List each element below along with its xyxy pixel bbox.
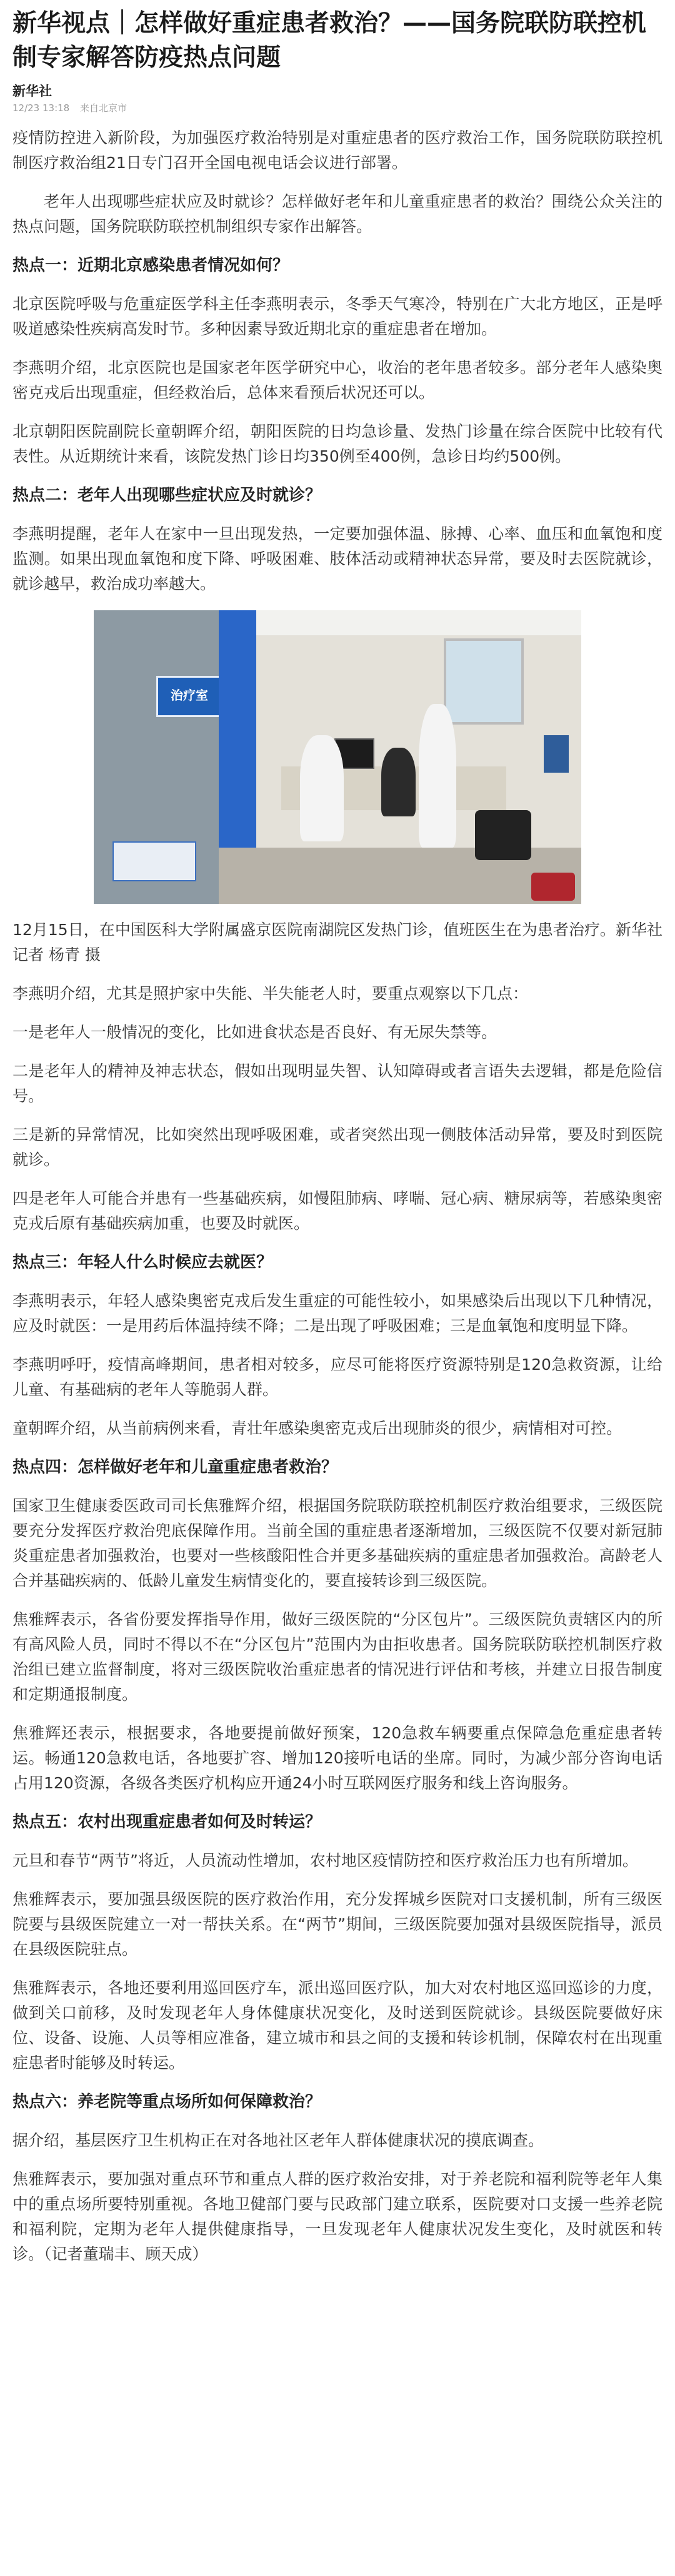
paragraph: 李燕明呼吁，疫情高峰期间，患者相对较多，应尽可能将医疗资源特别是120急救资源，让给儿童、有基础病的老年人等脆弱人群。 — [12, 1355, 662, 1399]
photo-sign — [156, 676, 222, 717]
photo-sign-text: 治疗室 — [171, 688, 208, 703]
section-heading: 热点一：近期北京感染患者情况如何？ — [12, 256, 289, 275]
paragraph: 李燕明表示，年轻人感染奥密克戎后发生重症的可能性较小，如果感染后出现以下几种情况，应及时就医：一是用药后体温持续不降；二是出现了呼吸困难；三是血氧饱和度明显下降。 — [12, 1292, 662, 1335]
paragraph: 三是新的异常情况，比如突然出现呼吸困难，或者突然出现一侧肢体活动异常，要及时到医院就诊。 — [12, 1126, 662, 1169]
paragraph: 据介绍，基层医疗卫生机构正在对各地社区老年人群体健康状况的摸底调查。 — [12, 2131, 544, 2149]
paragraph: 元旦和春节“两节”将近，人员流动性增加，农村地区疫情防控和医疗救治压力也有所增加。 — [12, 1851, 638, 1870]
paragraph: 一是老年人一般情况的变化，比如进食状态是否良好、有无尿失禁等。 — [12, 1023, 498, 1041]
photo-ceiling — [256, 610, 581, 635]
paragraph: 北京医院呼吸与危重症医学科主任李燕明表示，冬季天气寒冷，特别在广大北方地区，正是呼吸道感染性疾病高发时节。多种因素导致近期北京的重症患者在增加。 — [12, 295, 662, 338]
paragraph: 李燕明介绍，尤其是照护家中失能、半失能老人时，要重点观察以下几点： — [12, 984, 529, 1003]
paragraph: 焦雅辉表示，各省份要发挥指导作用，做好三级医院的“分区包片”。三级医院负责辖区内的所有高风险人员，同时不得以不在“分区包片”范围内为由拒收患者。国务院联防联控机制医疗救治组已建立监督制度，将对三级医院收治重症患者的情况进行评估和考核，并建立日报告制度和定期通报制度。 — [12, 1610, 662, 1703]
paragraph: 二是老年人的精神及神志状态，假如出现明显失智、认知障碍或者言语失去逻辑，都是危险信号。 — [12, 1062, 662, 1105]
photo-window — [444, 638, 524, 725]
paragraph: 李燕明提醒，老年人在家中一旦出现发热，一定要加强体温、脉搏、心率、血压和血氧饱和度监测。如果出现血氧饱和度下降、呼吸困难、肢体活动或精神状态异常，要及时去医院就诊，就诊越早，救治成功率越大。 — [12, 525, 662, 593]
article-meta — [12, 101, 662, 114]
article-source[interactable]: 新华社 — [12, 84, 52, 99]
photo-chair — [475, 810, 531, 860]
photo-sink — [112, 841, 196, 881]
photo-poster — [544, 735, 569, 773]
paragraph: 焦雅辉还表示，根据要求，各地要提前做好预案，120急救车辆要重点保障急危重症患者转运。畅通120急救电话，各地要扩容、增加120接听电话的坐席。同时，为减少部分咨询电话占用120资源，各级各类医疗机构应开通24小时互联网医疗服务和线上咨询服务。 — [12, 1724, 662, 1792]
section-heading: 热点二：老年人出现哪些症状应及时就诊？ — [12, 486, 322, 505]
section-heading: 热点三：年轻人什么时候应去就医？ — [12, 1253, 273, 1272]
paragraph: 国家卫生健康委医政司司长焦雅辉介绍，根据国务院联防联控机制医疗救治组要求，三级医院要充分发挥医疗救治兜底保障作用。当前全国的重症患者逐渐增加，三级医院不仅要对新冠肺炎重症患者加强救治，也要对一些核酸阳性合并更多基础疾病的重症患者加强救治。高龄老人合并基础疾病的、低龄儿童发生病情变化的，要直接转诊到三级医院。 — [12, 1497, 662, 1590]
section-heading: 热点四：怎样做好老年和儿童重症患者救治？ — [12, 1458, 338, 1477]
paragraph: 李燕明介绍，北京医院也是国家老年医学研究中心，收治的老年患者较多。部分老年人感染奥密克戎后出现重症，但经救治后，总体来看预后状况还可以。 — [12, 359, 662, 402]
section-heading: 热点五：农村出现重症患者如何及时转运？ — [12, 1813, 322, 1831]
photo-doctor — [300, 735, 344, 841]
photo-doctor — [419, 704, 456, 848]
photo-caption: 12月15日，在中国医科大学附属盛京医院南湖院区发热门诊，值班医生在为患者治疗。新华社记者 杨青 摄 — [12, 921, 662, 964]
paragraph: 焦雅辉表示，各地还要利用巡回医疗车，派出巡回医疗队，加大对农村地区巡回巡诊的力度，做到关口前移，及时发现老年人身体健康状况变化，及时送到医院就诊。县级医院要做好床位、设备、设施、人员等相应准备，建立城市和县之间的支援和转诊机制，保障农村在出现重症患者时能够及时转运。 — [12, 1979, 662, 2072]
paragraph: 老年人出现哪些症状应及时就诊？怎样做好老年和儿童重症患者的救治？围绕公众关注的热点问题，国务院联防联控机制组织专家作出解答。 — [12, 192, 662, 235]
paragraph: 疫情防控进入新阶段，为加强医疗救治特别是对重症患者的医疗救治工作，国务院联防联控机制医疗救治组21日专门召开全国电视电话会议进行部署。 — [12, 129, 662, 172]
section-heading: 热点六：养老院等重点场所如何保障救治？ — [12, 2093, 322, 2111]
publish-location: 来自北京市 — [80, 102, 128, 114]
paragraph: 童朝晖介绍，从当前病例来看，青壮年感染奥密克戎后出现肺炎的很少，病情相对可控。 — [12, 1419, 622, 1437]
paragraph: 焦雅辉表示，要加强对重点环节和重点人群的医疗救治安排，对于养老院和福利院等老年人集中的重点场所要特别重视。各地卫健部门要与民政部门建立联系，医院要对口支援一些养老院和福利院，定期为老年人提供健康指导，一旦发现老年人健康状况发生变化，及时就医和转诊。（记者董瑞丰、顾天成） — [12, 2170, 662, 2263]
article-title: 新华视点｜怎样做好重症患者救治？——国务院联防联控机制专家解答防疫热点问题 — [12, 9, 647, 72]
photo-patient — [381, 748, 416, 816]
photo-bin — [531, 873, 575, 901]
article-photo[interactable] — [94, 610, 581, 904]
article-page — [0, 6, 675, 2267]
publish-date: 12/23 13:18 — [12, 102, 70, 114]
paragraph: 四是老年人可能合并患有一些基础疾病，如慢阻肺病、哮喘、冠心病、糖尿病等，若感染奥密克戎后原有基础疾病加重，也要及时就医。 — [12, 1189, 662, 1232]
paragraph: 焦雅辉表示，要加强县级医院的医疗救治作用，充分发挥城乡医院对口支援机制，所有三级医院要与县级医院建立一对一帮扶关系。在“两节”期间，三级医院要加强对县级医院指导，派员在县级医院驻点。 — [12, 1890, 662, 1958]
paragraph: 北京朝阳医院副院长童朝晖介绍，朝阳医院的日均急诊量、发热门诊量在综合医院中比较有代表性。从近期统计来看，该院发热门诊日均350例至400例，急诊日均约500例。 — [12, 422, 662, 465]
